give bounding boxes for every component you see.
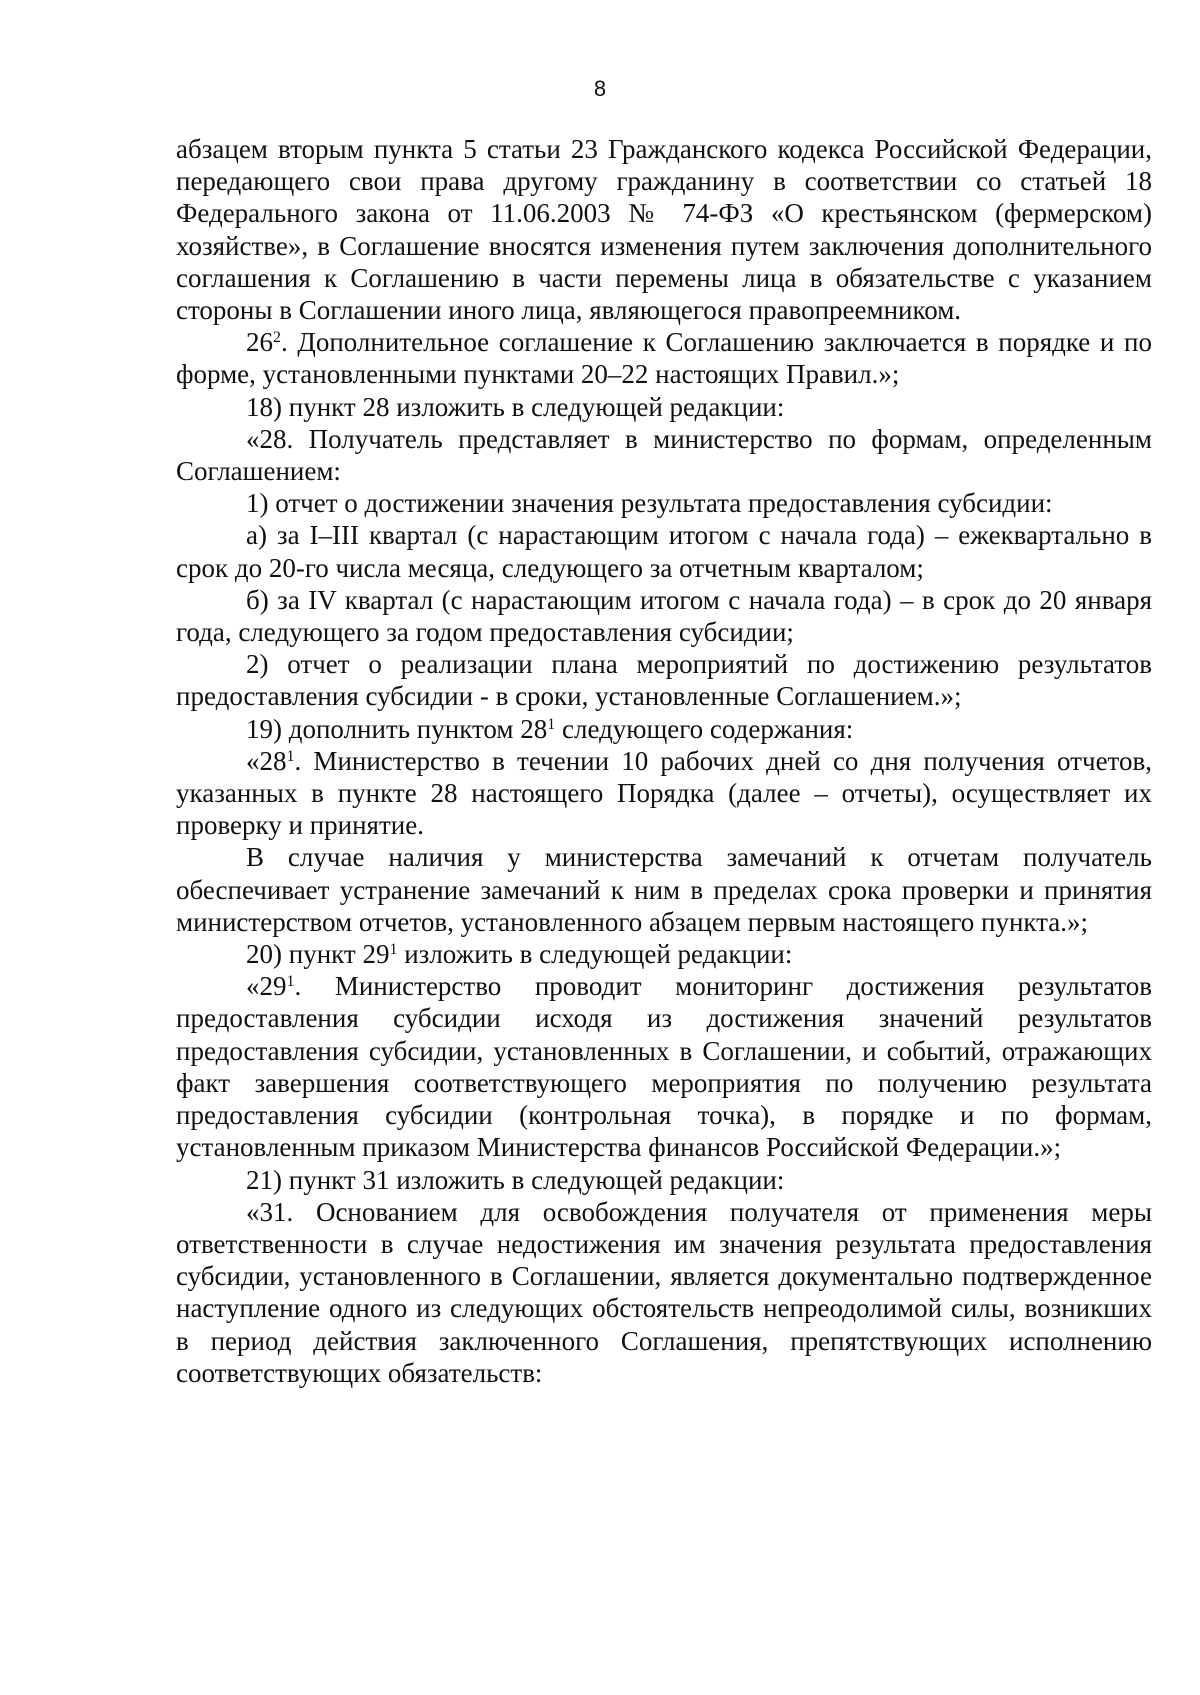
paragraph-text: изложить в следующей редакции: (397, 939, 793, 970)
paragraph-continuation (176, 133, 1152, 326)
paragraph-text: . Министерство проводит мониторинг достижения результатов предоставления субсидии исходя из достижения значений результатов предоставления субсидии, установленных в Соглашении, и событий, отражающих факт завершения соответствующего мероприятия по получению результата предоставления субсидии (контрольная точка), в порядке и по формам, установленным приказом Министерства финансов Российской Федерации.»; (176, 971, 1152, 1163)
superscript: 1 (389, 941, 398, 959)
paragraph-28-1 (176, 487, 1152, 519)
paragraph-remarks (176, 841, 1152, 938)
superscript: 1 (286, 973, 295, 991)
paragraph-text: 21) пункт 31 изложить в следующей редакции: (246, 1164, 785, 1195)
paragraph-29-superscript-1 (176, 970, 1152, 1163)
paragraph-text: следующего содержания: (555, 713, 854, 744)
paragraph-text: В случае наличия у министерства замечаний к отчетам получатель обеспечивает устранение замечаний к ним в пределах срока проверки и принятия министерством отчетов, установленного абзацем первым настоящего пункта.»; (176, 842, 1152, 937)
paragraph-item-19 (176, 713, 1152, 745)
paragraph-text: б) за IV квартал (с нарастающим итогом с начала года) – в срок до 20 января года, следующего за годом предоставления субсидии; (176, 584, 1152, 648)
superscript: 2 (273, 329, 281, 347)
paragraph-26-2 (176, 326, 1152, 390)
document-body (176, 133, 1152, 1389)
paragraph-31 (176, 1196, 1152, 1389)
paragraph-item-20 (176, 938, 1152, 970)
paragraph-28-1-b (176, 584, 1152, 648)
paragraph-item-18 (176, 391, 1152, 423)
paragraph-text: 2) отчет о реализации плана мероприятий по достижению результатов предоставления субсидии - в сроки, установленные Соглашением.»; (176, 649, 1152, 712)
paragraph-28-1-a (176, 519, 1152, 583)
paragraph-text: «31. Основанием для освобождения получателя от применения меры ответственности в случае недостижения им значения результата предоставления субсидии, установленного в Соглашении, является документально подтвержденное наступление одного из следующих обстоятельств непреодолимой силы, возникших в период действия заключенного Соглашения, препятствующих исполнению соответствующих обязательств: (176, 1196, 1152, 1388)
superscript: 1 (547, 715, 556, 733)
paragraph-text: «28 (246, 745, 287, 776)
page-number: 8 (593, 76, 607, 101)
paragraph-item-21 (176, 1164, 1152, 1196)
paragraph-text: а) за I–III квартал (с нарастающим итогом с начала года) – ежеквартально в срок до 20-го числа месяца, следующего за отчетным кварталом; (176, 520, 1152, 583)
paragraph-text: «28. Получатель представляет в министерство по формам, определенным Соглашением: (176, 423, 1152, 487)
paragraph-text: 20) пункт 29 (246, 939, 390, 970)
paragraph-28 (176, 423, 1152, 487)
paragraph-text: абзацем вторым пункта 5 статьи 23 Гражданского кодекса Российской Федерации, передающего свои права другому гражданину в соответствии со статьей 18 Федерального закона от 11.06.2003 № 74-ФЗ «О крестьянском (фермерском) хозяйстве», в Соглашение вносятся изменения путем заключения дополнительного соглашения к Соглашению в части перемены лица в обязательстве с указанием стороны в Соглашении иного лица, являющегося правопреемником. (176, 134, 1152, 326)
paragraph-text: 26 (246, 327, 273, 358)
superscript: 1 (286, 748, 295, 766)
paragraph-text: . Министерство в течении 10 рабочих дней со дня получения отчетов, указанных в пункте 28 настоящего Порядка (далее – отчеты), осуществляет их проверку и принятие. (176, 745, 1152, 841)
paragraph-text: 18) пункт 28 изложить в следующей редакции: (246, 391, 785, 422)
paragraph-text: 1) отчет о достижении значения результата предоставления субсидии: (246, 488, 1053, 519)
paragraph-text: . Дополнительное соглашение к Соглашению заключается в порядке и по форме, установленными пунктами 20–22 настоящих Правил.»; (176, 327, 1152, 390)
paragraph-28-2 (176, 648, 1152, 712)
paragraph-text: «29 (246, 971, 287, 1002)
paragraph-28-superscript-1 (176, 745, 1152, 842)
paragraph-text: 19) дополнить пунктом 28 (246, 713, 548, 744)
